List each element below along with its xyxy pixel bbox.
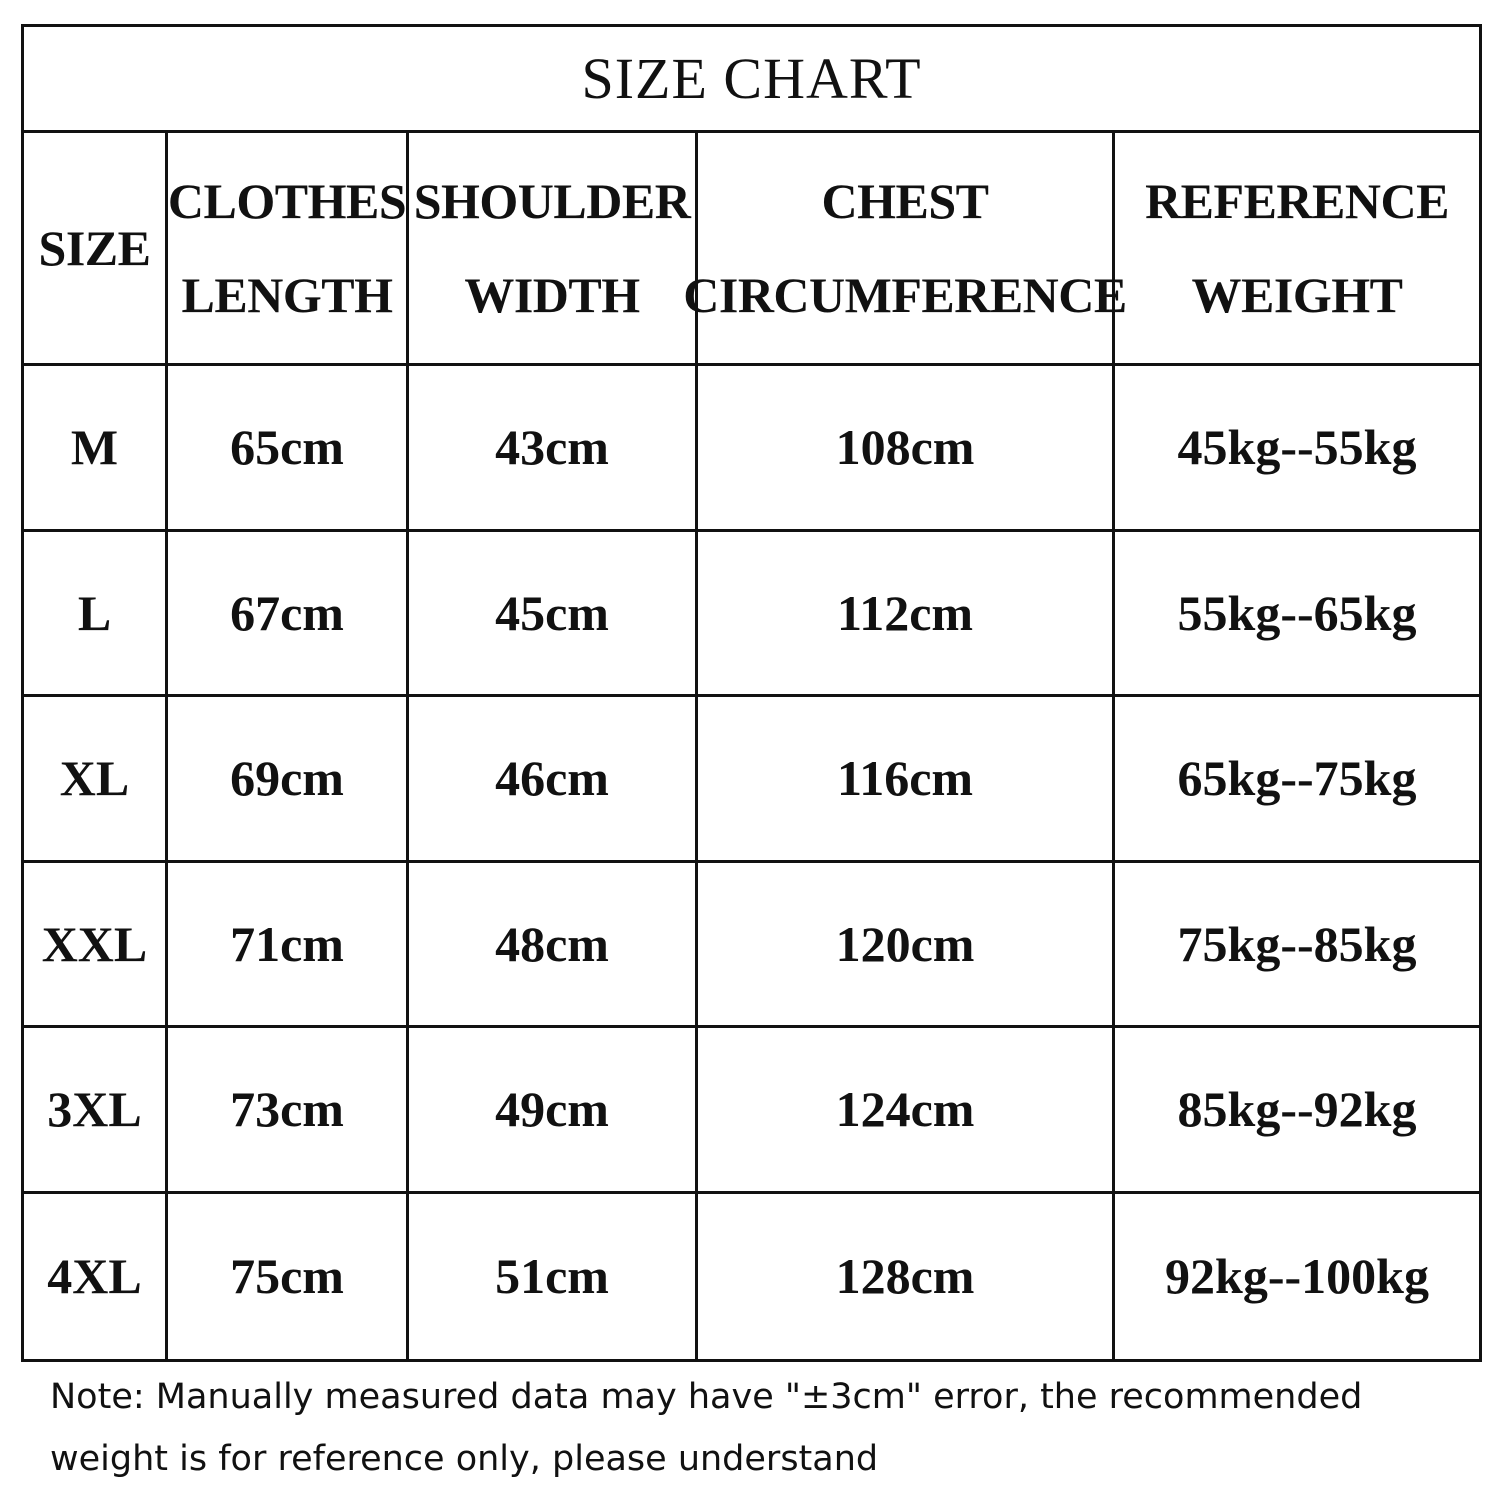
- table-cell-shoulder: 49cm: [409, 1028, 698, 1194]
- table-cell-chest: 108cm: [698, 366, 1115, 532]
- measurement-note: Note: Manually measured data may have "±3cm" error, the recommended weight is for reference only, please understand: [50, 1377, 1363, 1479]
- table-cell-size: M: [24, 366, 168, 532]
- table-cell-weight: 75kg--85kg: [1115, 863, 1479, 1029]
- table-cell-size: L: [24, 532, 168, 698]
- table-cell-chest: 112cm: [698, 532, 1115, 698]
- table-cell-chest: 124cm: [698, 1028, 1115, 1194]
- table-cell-shoulder: 43cm: [409, 366, 698, 532]
- table-cell-weight: 85kg--92kg: [1115, 1028, 1479, 1194]
- table-cell-chest: 120cm: [698, 863, 1115, 1029]
- table-cell-weight: 65kg--75kg: [1115, 697, 1479, 863]
- table-cell-weight: 45kg--55kg: [1115, 366, 1479, 532]
- header-reference-weight: REFERENCE WEIGHT: [1115, 133, 1479, 366]
- table-cell-size: XL: [24, 697, 168, 863]
- table-cell-length: 65cm: [168, 366, 409, 532]
- table-cell-chest: 128cm: [698, 1194, 1115, 1360]
- header-chest-circumference: CHEST CIRCUMFERENCE: [698, 133, 1115, 366]
- chart-title: SIZE CHART: [24, 27, 1479, 133]
- header-size: SIZE: [24, 133, 168, 366]
- table-cell-shoulder: 51cm: [409, 1194, 698, 1360]
- table-cell-chest: 116cm: [698, 697, 1115, 863]
- table-cell-length: 69cm: [168, 697, 409, 863]
- table-cell-size: XXL: [24, 863, 168, 1029]
- table-cell-length: 75cm: [168, 1194, 409, 1360]
- table-cell-shoulder: 46cm: [409, 697, 698, 863]
- table-cell-size: 3XL: [24, 1028, 168, 1194]
- table-cell-length: 71cm: [168, 863, 409, 1029]
- table-cell-shoulder: 48cm: [409, 863, 698, 1029]
- table-cell-weight: 55kg--65kg: [1115, 532, 1479, 698]
- table-cell-weight: 92kg--100kg: [1165, 1248, 1429, 1305]
- header-shoulder-width: SHOULDER WIDTH: [409, 133, 698, 366]
- header-clothes-length: CLOTHES LENGTH: [168, 133, 409, 366]
- table-cell-length: 67cm: [168, 532, 409, 698]
- size-chart-table: [21, 24, 1482, 1362]
- table-cell-length: 73cm: [168, 1028, 409, 1194]
- table-cell-shoulder: 45cm: [409, 532, 698, 698]
- table-cell-size: 4XL: [24, 1194, 168, 1360]
